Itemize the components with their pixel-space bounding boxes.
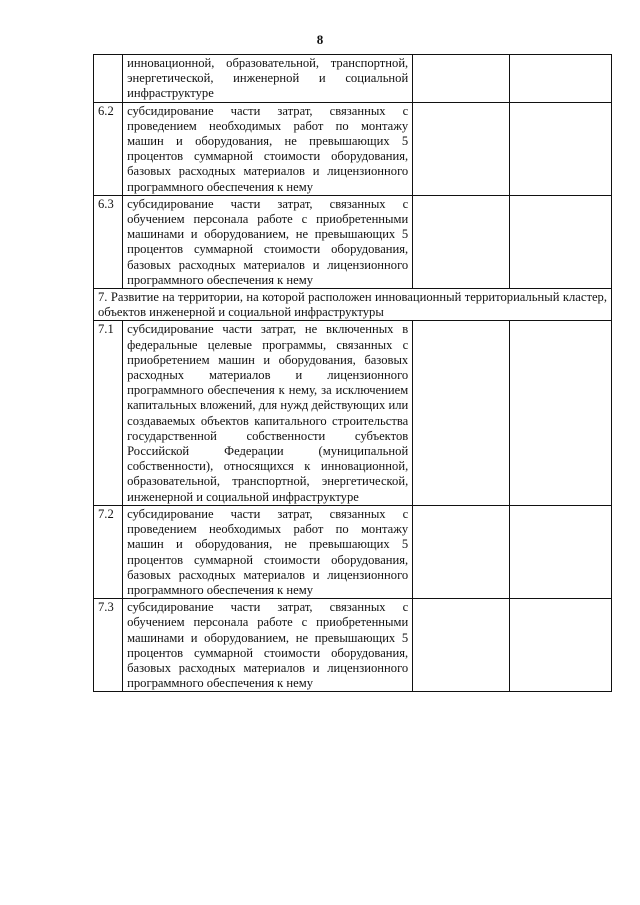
empty-cell bbox=[509, 55, 611, 103]
section-heading-row bbox=[94, 289, 612, 321]
row-text-cell: инновационной, образовательной, транспортной, энергетической, инженерной и социальной инфраструктуре bbox=[123, 55, 413, 103]
row-text-cell: субсидирование части затрат, не включенных в федеральные целевые программы, связанных с приобретением машин и оборудования, базовых расходных материалов и лицензионного программного обеспечения к нему, за исключением капитальных вложений, для нужд действующих или создаваемых объектов капитального строительства государственной собственности субъектов Российской Федерации (муниципальной собственности), относящихся к инновационной, образовательной, транспортной, энергетической, инженерной и социальной инфраструктуре bbox=[123, 321, 413, 505]
empty-cell bbox=[413, 599, 509, 692]
row-number-cell: 7.3 bbox=[94, 599, 123, 692]
section-heading: 7. Развитие на территории, на которой расположен инновационный территориальный кластер, объектов инженерной и социальной инфраструктуры bbox=[94, 289, 612, 321]
row-number-cell: 7.2 bbox=[94, 505, 123, 598]
table-row bbox=[94, 102, 612, 195]
empty-cell bbox=[509, 599, 611, 692]
empty-cell bbox=[413, 55, 509, 103]
measures-table bbox=[93, 54, 612, 692]
row-text-cell: субсидирование части затрат, связанных с проведением необходимых работ по монтажу машин и оборудования, не превышающих 5 процентов суммарной стоимости оборудования, базовых расходных материалов и лицензионного программного обеспечения к нему bbox=[123, 505, 413, 598]
table-row bbox=[94, 55, 612, 103]
page-number: 8 bbox=[316, 32, 324, 47]
row-number-cell bbox=[94, 55, 123, 103]
table-row bbox=[94, 505, 612, 598]
table-row bbox=[94, 321, 612, 505]
row-number-cell: 6.3 bbox=[94, 195, 123, 288]
row-number-cell: 7.1 bbox=[94, 321, 123, 505]
row-number-cell: 6.2 bbox=[94, 102, 123, 195]
table-row bbox=[94, 195, 612, 288]
row-text-cell: субсидирование части затрат, связанных с проведением необходимых работ по монтажу машин и оборудования, не превышающих 5 процентов суммарной стоимости оборудования, базовых расходных материалов и лицензионного программного обеспечения к нему bbox=[123, 102, 413, 195]
empty-cell bbox=[413, 195, 509, 288]
empty-cell bbox=[509, 505, 611, 598]
empty-cell bbox=[509, 321, 611, 505]
empty-cell bbox=[509, 195, 611, 288]
empty-cell bbox=[413, 505, 509, 598]
empty-cell bbox=[413, 321, 509, 505]
table-row bbox=[94, 599, 612, 692]
empty-cell bbox=[413, 102, 509, 195]
row-text-cell: субсидирование части затрат, связанных с обучением персонала работе с приобретенными машинами и оборудованием, не превышающих 5 процентов суммарной стоимости оборудования, базовых расходных материалов и лицензионного программного обеспечения к нему bbox=[123, 195, 413, 288]
empty-cell bbox=[509, 102, 611, 195]
row-text-cell: субсидирование части затрат, связанных с обучением персонала работе с приобретенными машинами и оборудованием, не превышающих 5 процентов суммарной стоимости оборудования, базовых расходных материалов и лицензионного программного обеспечения к нему bbox=[123, 599, 413, 692]
